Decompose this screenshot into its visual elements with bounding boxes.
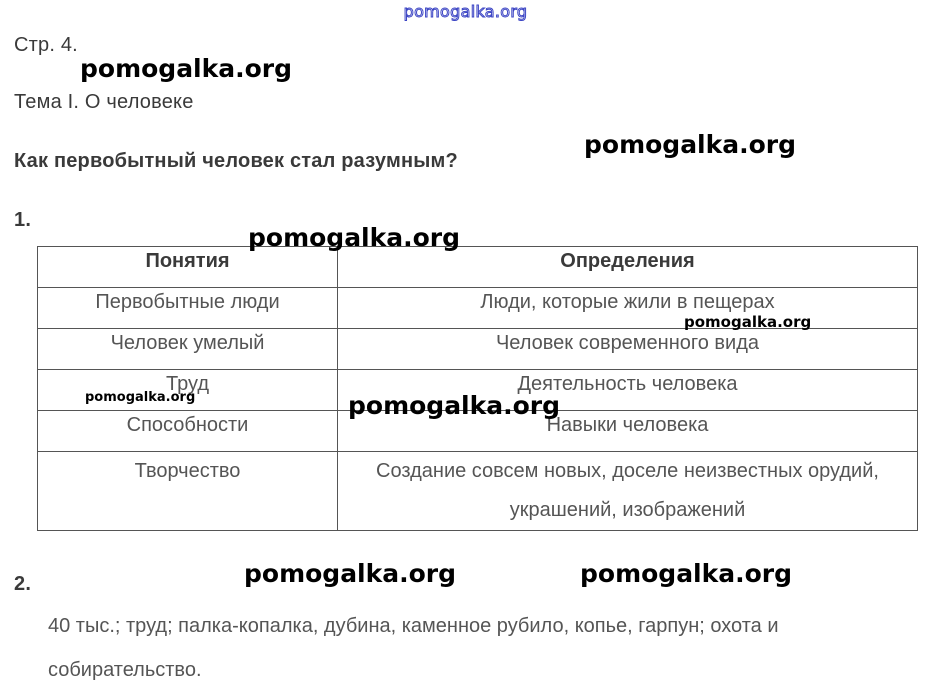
concept-cell: Первобытные люди: [38, 288, 338, 329]
task-2-answer: 40 тыс.; труд; палка-копалка, дубина, каменное рубило, копье, гарпун; охота и собирательство.: [48, 615, 779, 681]
watermark: pomogalka.org: [85, 390, 196, 405]
table-header-row: [38, 247, 918, 288]
watermark: pomogalka.org: [580, 559, 793, 588]
watermark: pomogalka.org: [244, 559, 457, 588]
task-1-number: 1.: [14, 209, 32, 231]
definitions-table: [37, 246, 918, 531]
table-row: [38, 329, 918, 370]
page-label: Стр. 4.: [14, 34, 78, 56]
definition-cell: Человек современного вида: [338, 329, 918, 370]
header-definitions: Определения: [338, 247, 918, 288]
watermark: pomogalka.org: [80, 54, 293, 83]
question-heading: Как первобытный человек стал разумным?: [14, 150, 458, 172]
watermark: pomogalka.org: [684, 313, 812, 331]
header-concepts: Понятия: [38, 247, 338, 288]
task-2-number: 2.: [14, 573, 32, 595]
top-watermark: pomogalka.org: [403, 2, 528, 21]
definition-cell: Люди, которые жили в пещерах: [338, 288, 918, 329]
definition-cell: Создание совсем новых, доселе неизвестных орудий, украшений, изображений: [338, 452, 918, 531]
concept-cell: Творчество: [38, 452, 338, 531]
watermark: pomogalka.org: [584, 130, 797, 159]
definition-cell: Деятельность человека: [338, 370, 918, 411]
definition-cell: Навыки человека: [338, 411, 918, 452]
concept-cell: Труд: [38, 370, 338, 411]
concept-cell: Человек умелый: [38, 329, 338, 370]
table-row: [38, 452, 918, 531]
watermark: pomogalka.org: [248, 223, 461, 252]
watermark: pomogalka.org: [348, 391, 561, 420]
concept-cell: Способности: [38, 411, 338, 452]
topic-heading: Тема I. О человеке: [14, 91, 194, 113]
